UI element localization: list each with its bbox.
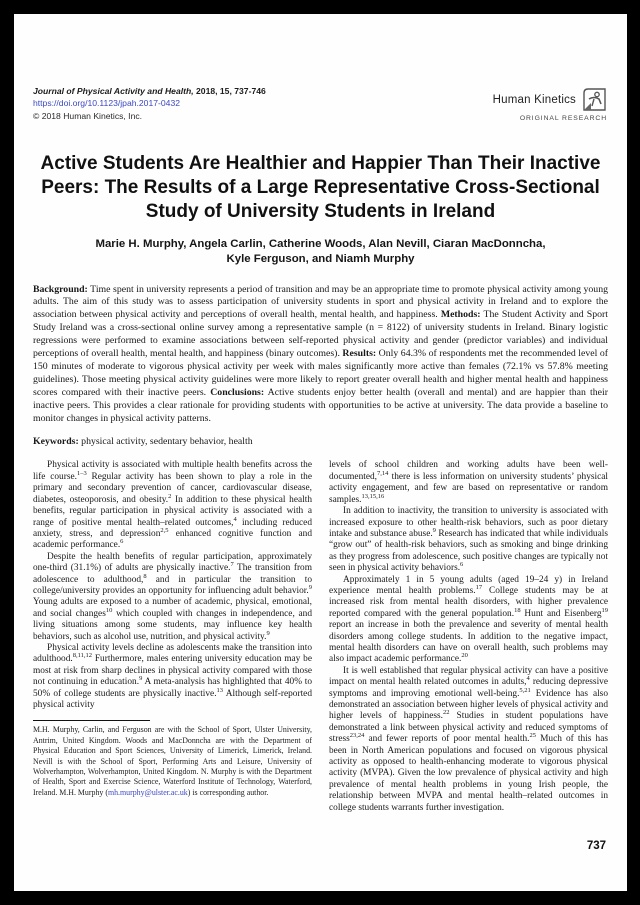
reference-superscript: 7,14	[377, 469, 389, 477]
abstract-label-results: Results:	[342, 348, 377, 360]
body-paragraph: It is well established that regular physical activity can have a positive impact on mental health related outcomes in adults,$^4$ reducing depressive symptoms and improving emotional well-being.$^{5,21}$ Evidence has also demonstrated an association between higher levels of physical activity and higher levels of happiness.$^{22}$ Studies in student populations have demonstrated a link between physical activity and reduced symptoms of stress$^{23,24}$ and fewer reports of poor mental health.$^{25}$ Much of this has been in North American populations and focused on vigorous physical activity as opposed to health-enhancing moderate to vigorous physical activity (MVPA). Given the low prevalence of physical activity and high prevalence of mental health problems in young Irish people, the relationship between MVPA and mental health–related outcomes in college students warrants further investigation.	[329, 665, 608, 813]
body-paragraph: Despite the health benefits of regular participation, approximately one-third (31.1%) of adults are physically inactive.$^7$ The transition from adolescence to adulthood,$^8$ and in particular the transition to college/university provides an opportunity for influencing adult behavior.$^9$ Young adults are exposed to a number of academic, physical, emotional, and social changes$^{10}$ which coupled with changes in independence, and living situations among some students, may influence key health behaviors, such as alcohol use, nutrition, and physical activity.$^9$	[33, 551, 312, 642]
reference-superscript: 2,5	[160, 526, 169, 534]
journal-citation	[33, 86, 266, 97]
reference-superscript: 20	[461, 652, 468, 660]
body-paragraph: Physical activity is associated with multiple health benefits across the life course.$^{1-3}$ Regular activity has been shown to play a role in the primary and secondary prevention of cancer, cardiovascular disease, diabetes, osteoporosis, and obesity.$^2$ In addition to these physical health benefits, regular participation in physical activity is associated with a range of positive mental health–related outcomes,$^4$ including reduced anxiety, stress, and depression$^{2,5}$ enhanced cognitive function and academic performance.$^6$	[33, 460, 313, 551]
reference-superscript: 8,11,12	[72, 652, 92, 660]
page-header	[33, 86, 608, 122]
journal-name: Journal of Physical Activity and Health,	[33, 86, 194, 96]
abstract-text-results: Only 64.3% of respondents met the recommended level of 150 minutes of moderate to vigorous physical activity per week with males significantly more active than females (72.1% vs 57.8% meeting guidelines). Those meeting physical activity guidelines were more likely to report greater overall health and higher mental health and happiness scores compared with their inactive peers.	[33, 348, 608, 398]
reference-superscript: 8	[143, 572, 147, 580]
journal-issue: 2018, 15, 737-746	[193, 86, 266, 96]
keywords-line	[33, 436, 608, 447]
reference-superscript: 7	[230, 561, 234, 569]
footnote-divider	[33, 720, 150, 721]
reference-superscript: 22	[442, 709, 450, 717]
reference-superscript: 2	[168, 492, 172, 500]
reference-superscript: 5,21	[519, 686, 531, 694]
authors-line	[33, 237, 608, 267]
reference-superscript: 13,15,16	[361, 492, 385, 500]
abstract-label-conclusions: Conclusions:	[210, 386, 265, 398]
reference-superscript: 9	[266, 629, 270, 637]
publisher-name: Human Kinetics	[492, 93, 576, 106]
reference-superscript: 18	[514, 606, 521, 614]
left-column	[33, 460, 312, 814]
reference-superscript: 4	[526, 675, 530, 683]
article-title: Active Students Are Healthier and Happier Than Their Inactive Peers: The Results of a Large Representative Cross-Sectional Study of University Students in Ireland	[40, 153, 601, 222]
reference-superscript: 9	[308, 583, 312, 591]
author-affiliations-footnote	[33, 720, 312, 798]
footnote-text: M.H. Murphy, Carlin, and Ferguson are with the School of Sport, Ulster University, Antrim, United Kingdom. Woods and MacDonncha are with the Department of Physical Education and Sport Sciences, University of Limerick, Limerick, Ireland. Nevill is with the School of Sport, Performing Arts and Leisure, University of Wolverhampton, Wolverhampton, United Kingdom. N. Murphy is with the Department of Health, Sport and Exercise Science, Waterford Institute of Technology, Waterford, Ireland. M.H. Murphy (mh.murphy@ulster.ac.uk) is corresponding author.	[33, 725, 312, 797]
body-columns	[33, 460, 608, 814]
keywords-text: physical activity, sedentary behavior, health	[78, 436, 253, 448]
reference-superscript: 23,24	[349, 732, 365, 740]
page-number: 737	[586, 840, 606, 852]
copyright-line: © 2018 Human Kinetics, Inc.	[33, 110, 143, 121]
email-link[interactable]: mh.murphy@ulster.ac.uk	[107, 787, 188, 797]
reference-superscript: 10	[105, 606, 113, 614]
publisher-brand	[493, 86, 608, 122]
keywords-label: Keywords:	[33, 436, 79, 448]
body-paragraph: Approximately 1 in 5 young adults (aged 19–24 y) in Ireland experience mental health problems.$^{17}$ College students may be at increased risk from mental health disorders, with higher prevalence reported compared with the general population.$^{18}$ Hunt and Eisenberg$^{19}$ report an increase in both the prevalence and severity of mental health disorders among college students. In addition to the negative impact, mental health disorders can have on overall health, such problems may also impact academic performance.$^{20}$	[329, 574, 608, 665]
body-paragraph: Physical activity levels decline as adolescents make the transition into adulthood.$^{8,11,12}$ Furthermore, males entering university education may be most at risk from sharp declines in physical activity compared with those not continuing in education.$^9$ A meta-analysis has highlighted that 40% to 50% of college students are physically inactive.$^{13}$ Although self-reported physical activity	[33, 642, 312, 710]
article-type-label: ORIGINAL RESEARCH	[519, 115, 607, 122]
abstract-text-conclusions: Active students enjoy better health (overall and mental) and are happier than their inactive peers. This provides a clear rationale for providing students with opportunities to be active at university. The data provide a baseline to monitor changes in physical activity patterns.	[33, 386, 608, 424]
body-paragraph: levels of school children and working adults have been well-documented,$^{7,14}$ there is less information on university students’ physical activity engagement, and few are based on representative or random samples.$^{13,15,16}$	[329, 460, 608, 505]
human-kinetics-logo-icon	[581, 86, 608, 113]
authors-row-1: Marie H. Murphy, Angela Carlin, Catherine Woods, Alan Nevill, Ciaran MacDonncha,	[95, 237, 546, 250]
reference-superscript: 9	[432, 526, 436, 534]
abstract-text-background: Time spent in university represents a period of transition and may be an appropriate time to promote physical activity among young adults. The aim of this study was to assess participation of university students in sport and physical activity in Ireland and to explore the association between physical activity and perceptions of overall health, mental health, and happiness.	[33, 283, 608, 321]
reference-superscript: 1–3	[76, 469, 87, 477]
reference-superscript: 9	[139, 675, 143, 683]
doi-link[interactable]: https://doi.org/10.1123/jpah.2017-0432	[33, 98, 181, 109]
body-paragraph: In addition to inactivity, the transition to university is associated with increased exposure to other health-risk behaviors, such as poor dietary intake and substance abuse.$^9$ Research has indicated that while individuals “grow out” of health-risk behaviors, such as smoking and binge drinking as they progress from adolescence, such positive changes are typically not seen in physical activity behaviors.$^6$	[329, 506, 608, 574]
reference-superscript: 6	[460, 561, 464, 569]
journal-page	[14, 14, 627, 891]
reference-superscript: 17	[475, 583, 483, 591]
abstract-text-methods: The Student Activity and Sport Study Ireland was a cross-sectional online survey among a representative sample (n = 8122) of university students in Ireland. Binary logistic regressions were performed to examine associations between self-reported physical activity and gender (predictor variables) and individual perceptions of overall health, mental health, and happiness (binary outcomes).	[33, 309, 608, 360]
reference-superscript: 13	[216, 686, 224, 694]
reference-superscript: 4	[233, 515, 237, 523]
reference-superscript: 6	[120, 538, 124, 546]
reference-superscript: 25	[529, 732, 536, 740]
journal-meta	[33, 86, 266, 122]
authors-row-2: Kyle Ferguson, and Niamh Murphy	[226, 252, 415, 265]
right-column	[329, 460, 608, 814]
abstract-label-background: Background:	[33, 283, 88, 295]
abstract-label-methods: Methods:	[440, 309, 481, 321]
abstract	[33, 284, 608, 426]
reference-superscript: 19	[601, 606, 608, 614]
